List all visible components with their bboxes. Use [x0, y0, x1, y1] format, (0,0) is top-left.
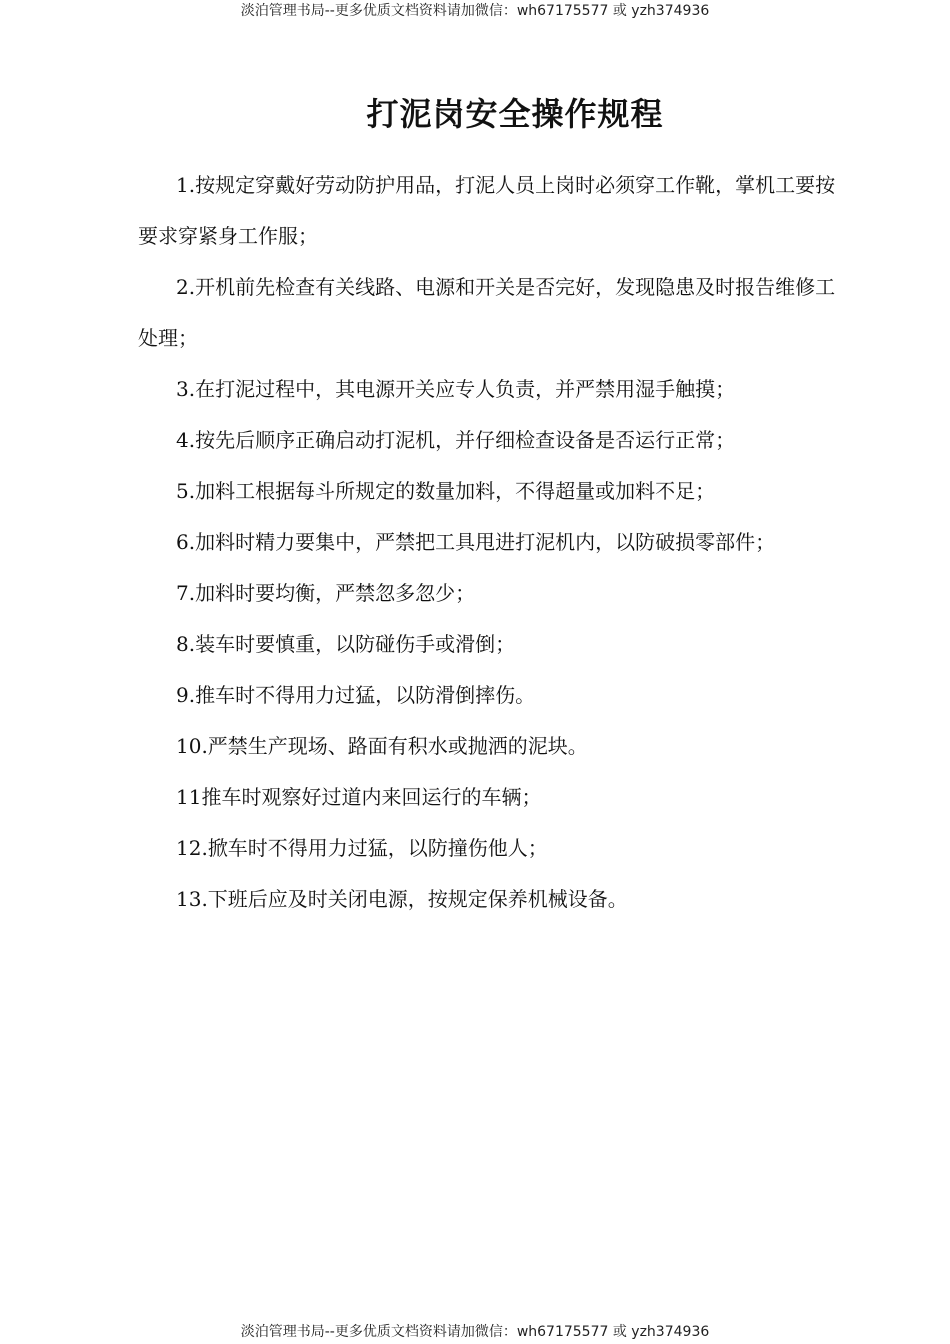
- rule-item: 3.在打泥过程中，其电源开关应专人负责，并严禁用湿手触摸；: [176, 377, 736, 401]
- rule-item: 9.推车时不得用力过猛，以防滑倒摔伤。: [176, 683, 536, 707]
- rule-item: 8.装车时要慎重，以防碰伤手或滑倒；: [176, 632, 516, 656]
- rule-item: 10.严禁生产现场、路面有积水或抛洒的泥块。: [176, 734, 588, 758]
- rule-item: 5.加料工根据每斗所规定的数量加料，不得超量或加料不足；: [176, 479, 716, 503]
- rules-list: [138, 160, 838, 925]
- page-title: 打泥岗安全操作规程: [366, 95, 664, 133]
- rule-item: 1.按规定穿戴好劳动防护用品，打泥人员上岗时必须穿工作靴，掌机工要按 要求穿紧身工作服；: [138, 173, 836, 248]
- rule-item: 12.掀车时不得用力过猛，以防撞伤他人；: [176, 836, 548, 860]
- rule-item: 7.加料时要均衡，严禁忽多忽少；: [176, 581, 476, 605]
- header-note: 淡泊管理书局--更多优质文档资料请加微信：wh67175577 或 yzh374936: [240, 3, 710, 19]
- rule-item: 13.下班后应及时关闭电源，按规定保养机械设备。: [176, 887, 628, 911]
- rule-item: 2.开机前先检查有关线路、电源和开关是否完好，发现隐患及时报告维修工 处理；: [138, 275, 836, 350]
- footer-note: 淡泊管理书局--更多优质文档资料请加微信：wh67175577 或 yzh374936: [240, 1324, 710, 1340]
- rule-item: 4.按先后顺序正确启动打泥机，并仔细检查设备是否运行正常；: [176, 428, 736, 452]
- rule-item: 11推车时观察好过道内来回运行的车辆；: [176, 785, 542, 809]
- rule-item: 6.加料时精力要集中，严禁把工具甩进打泥机内，以防破损零部件；: [176, 530, 776, 554]
